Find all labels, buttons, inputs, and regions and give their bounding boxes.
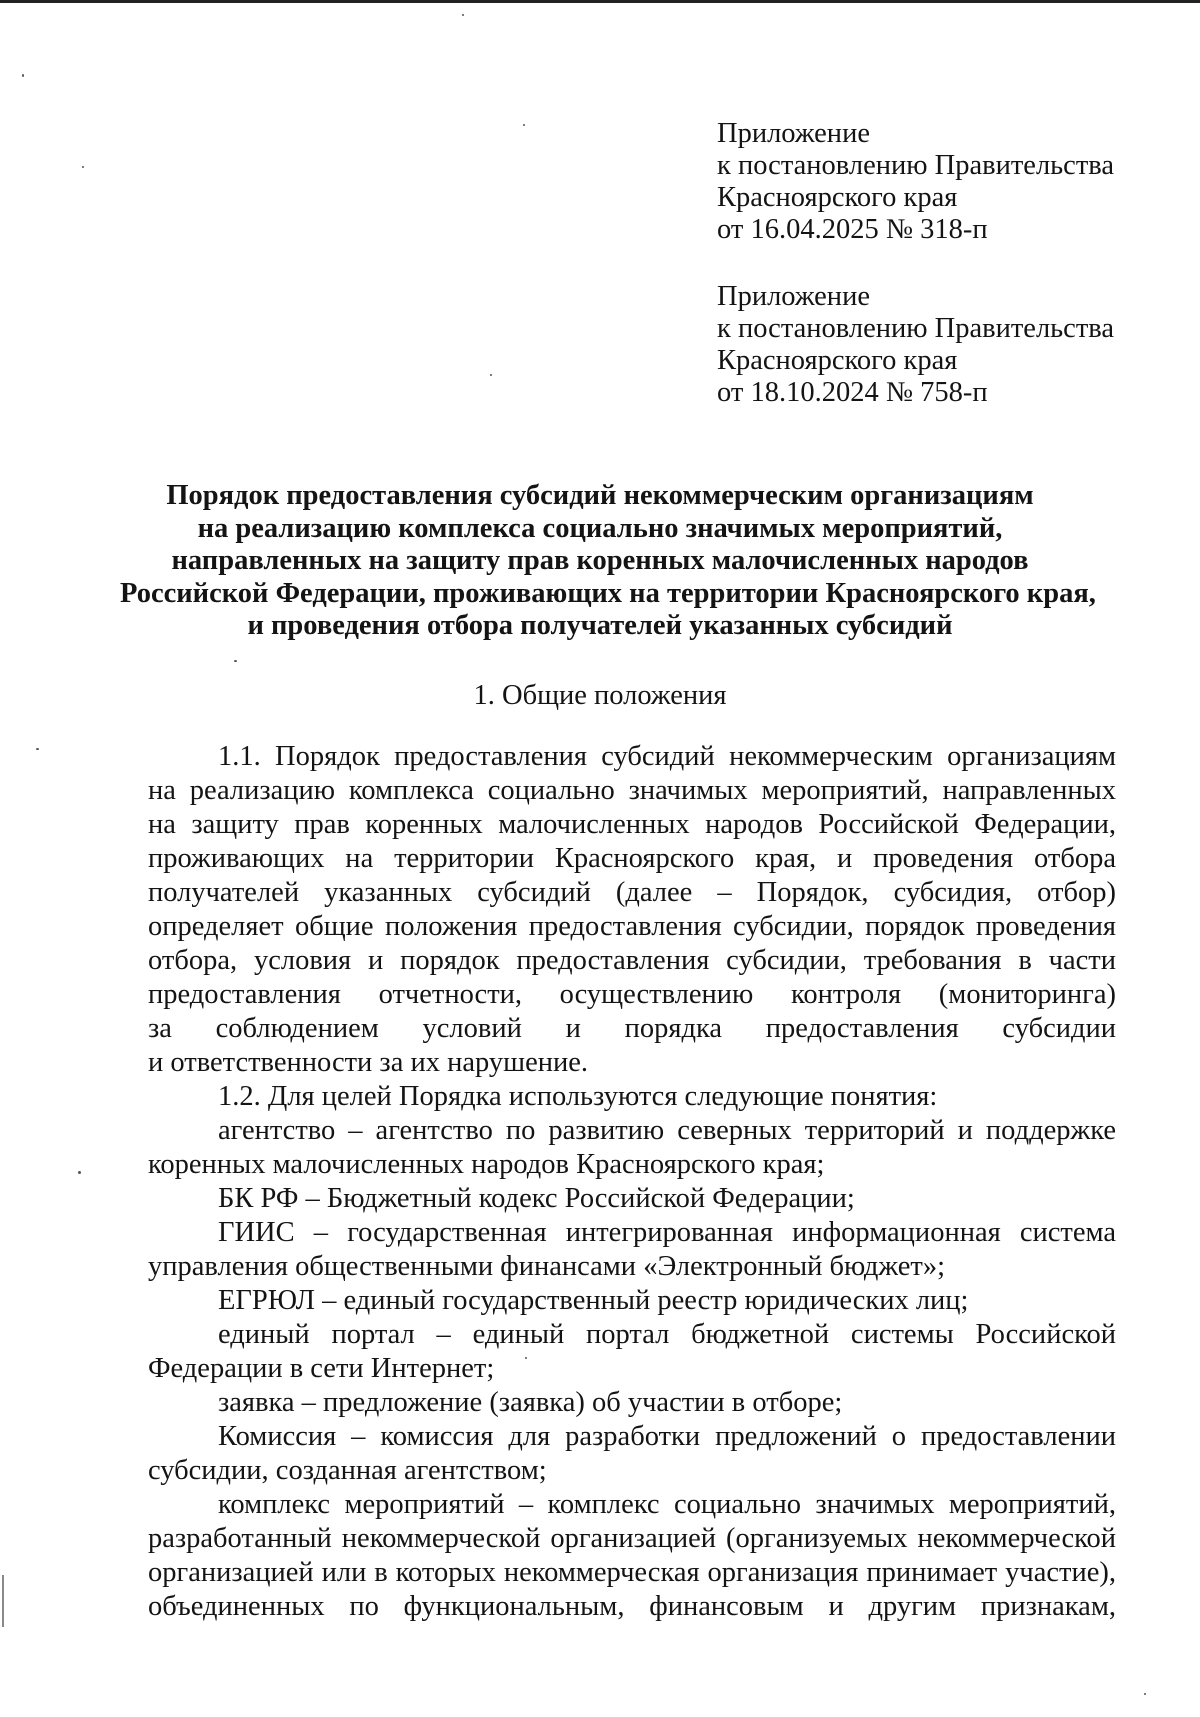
appendix-region: Красноярского края <box>717 345 958 376</box>
document-title <box>120 480 1096 643</box>
paragraph-1-2: 1.2. Для целей Порядка используются следующие понятия: <box>218 1081 938 1112</box>
text-line: проживающих на территории Красноярского края, и проведения отбора <box>148 843 1116 874</box>
section-heading: 1. Общие положения <box>473 680 727 711</box>
scan-left-mark <box>2 1575 4 1627</box>
definition-bk: БК РФ – Бюджетный кодекс Российской Федерации; <box>218 1183 855 1214</box>
title-line: Порядок предоставления субсидий некоммерческим организациям <box>166 480 1034 511</box>
definition-portal <box>148 1318 1116 1386</box>
text-line: управления общественными финансами «Электронный бюджет»; <box>148 1251 945 1282</box>
title-line: направленных на защиту прав коренных малочисленных народов <box>171 545 1029 576</box>
scan-speck <box>1144 1693 1146 1695</box>
document-body <box>148 740 1116 1624</box>
definition-application: заявка – предложение (заявка) об участии в отборе; <box>218 1387 843 1418</box>
text-line: Комиссия – комиссия для разработки предложений о предоставлении <box>218 1421 1116 1452</box>
definition-commission <box>148 1420 1116 1488</box>
paragraph-1-1 <box>148 740 1116 1080</box>
text-line: агентство – агентство по развитию северных территорий и поддержке <box>218 1115 1116 1146</box>
text-line: определяет общие положения предоставления субсидии, порядок проведения <box>148 911 1116 942</box>
scan-speck <box>82 166 84 168</box>
scan-speck <box>36 748 39 750</box>
text-line: 1.1. Порядок предоставления субсидий некоммерческим организациям <box>218 741 1116 772</box>
appendix-header-previous <box>717 281 1177 409</box>
appendix-label: Приложение <box>717 281 870 312</box>
text-line: разработанный некоммерческой организацией (организуемых некоммерческой <box>148 1523 1116 1554</box>
text-line: получателей указанных субсидий (далее – Порядок, субсидия, отбор) <box>148 877 1116 908</box>
text-line: за соблюдением условий и порядка предоставления субсидии <box>148 1013 1116 1044</box>
scan-speck <box>234 660 237 662</box>
scan-speck <box>462 14 464 16</box>
text-line: ГИИС – государственная интегрированная информационная система <box>218 1217 1116 1248</box>
text-line: и ответственности за их нарушение. <box>148 1047 588 1078</box>
scan-speck <box>523 124 525 126</box>
text-line: на защиту прав коренных малочисленных народов Российской Федерации, <box>148 809 1116 840</box>
title-line: на реализацию комплекса социально значимых мероприятий, <box>197 512 1003 544</box>
text-line: предоставления отчетности, осуществлению контроля (мониторинга) <box>148 979 1116 1010</box>
title-line: и проведения отбора получателей указанных субсидий <box>247 610 953 641</box>
text-line: субсидии, созданная агентством; <box>148 1455 547 1486</box>
appendix-date-number: от 18.10.2024 № 758-п <box>717 377 988 408</box>
text-line: комплекс мероприятий – комплекс социально значимых мероприятий, <box>218 1489 1116 1520</box>
definition-agency <box>148 1114 1116 1182</box>
text-line: объединенных по функциональным, финансовым и другим признакам, <box>148 1591 1116 1622</box>
appendix-resolution-ref: к постановлению Правительства <box>717 150 1115 181</box>
definition-egrul: ЕГРЮЛ – единый государственный реестр юридических лиц; <box>218 1285 969 1316</box>
appendix-region: Красноярского края <box>717 182 958 213</box>
definition-giis <box>148 1216 1116 1284</box>
appendix-date-number: от 16.04.2025 № 318-п <box>717 214 988 245</box>
text-line: единый портал – единый портал бюджетной системы Российской <box>218 1319 1116 1350</box>
scan-speck <box>490 374 492 376</box>
scan-top-edge <box>0 0 1200 3</box>
appendix-resolution-ref: к постановлению Правительства <box>717 313 1115 344</box>
scan-speck <box>78 1171 81 1174</box>
appendix-header-current <box>717 118 1177 246</box>
scan-speck <box>22 74 24 77</box>
text-line: Федерации в сети Интернет; <box>148 1353 495 1384</box>
text-line: организацией или в которых некоммерческая организация принимает участие), <box>148 1557 1116 1588</box>
text-line: коренных малочисленных народов Красноярского края; <box>148 1149 825 1180</box>
definition-complex <box>148 1488 1116 1624</box>
title-line: Российской Федерации, проживающих на территории Красноярского края, <box>120 577 1096 609</box>
text-line: отбора, условия и порядок предоставления субсидии, требования в части <box>148 945 1116 976</box>
appendix-label: Приложение <box>717 118 870 149</box>
text-line: на реализацию комплекса социально значимых мероприятий, направленных <box>148 775 1116 806</box>
